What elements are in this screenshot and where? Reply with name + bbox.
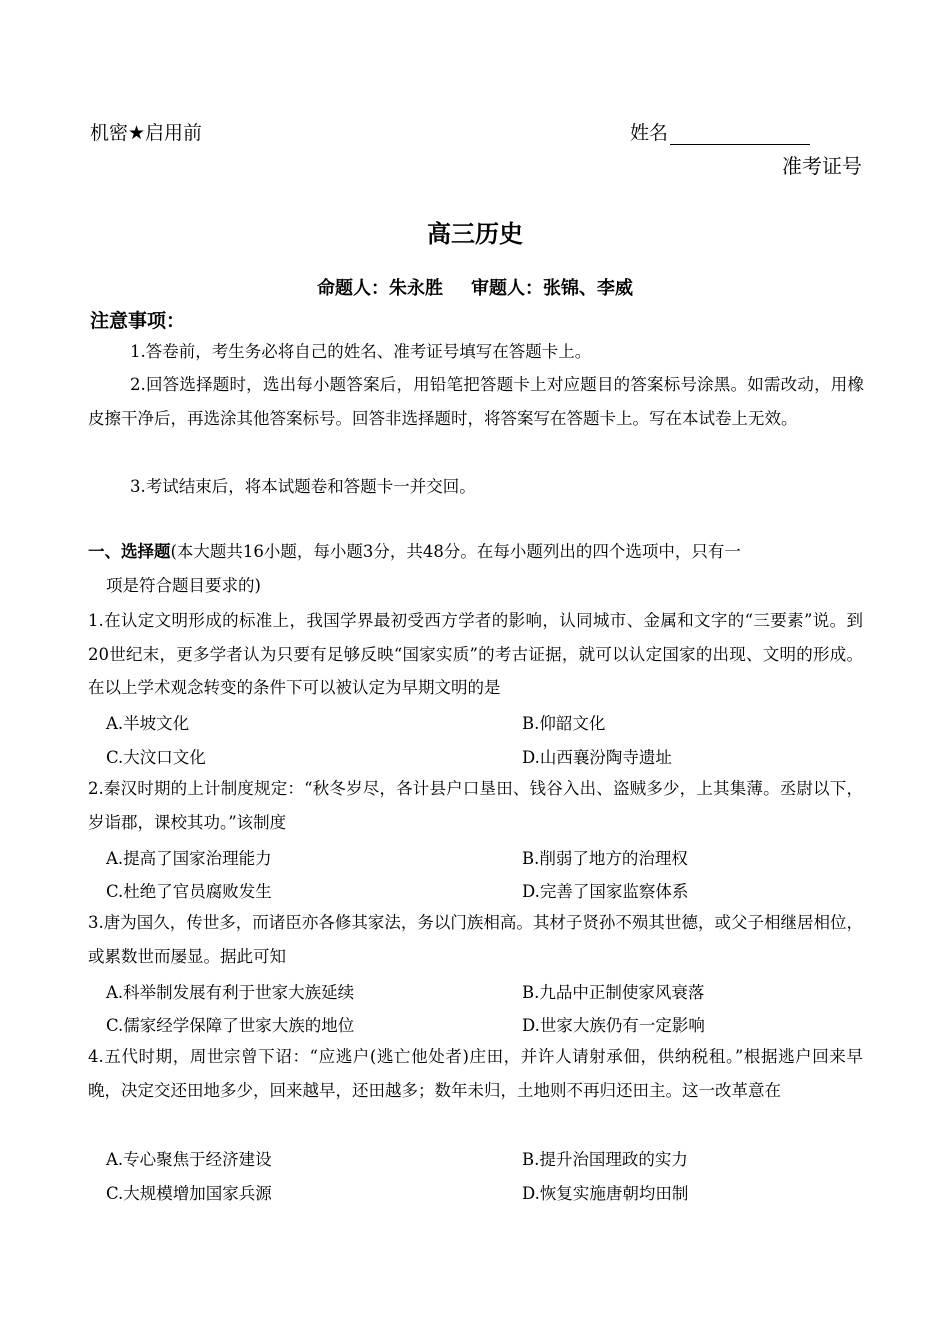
question-2-option-a: A.提高了国家治理能力 <box>106 849 272 868</box>
question-2-option-b: B.削弱了地方的治理权 <box>522 849 688 868</box>
question-1-option-d: D.山西襄汾陶寺遗址 <box>522 748 672 767</box>
question-3-stem: 3.唐为国久，传世多，而诸臣亦各修其家法，务以门族相高。其材子贤孙不殒其世德，或父子相继居相位，或累数世而屡显。据此可知 <box>88 913 863 966</box>
page-title: 高三历史 <box>427 220 523 248</box>
notice-heading: 注意事项： <box>90 310 186 332</box>
name-label: 姓名 <box>630 122 669 144</box>
notice-item-2: 2.回答选择题时，选出每小题答案后，用铅笔把答题卡上对应题目的答案标号涂黑。如需改动，用橡皮擦干净后，再选涂其他答案标号。回答非选择题时，将答案写在答题卡上。写在本试卷上无效。 <box>88 375 864 428</box>
question-1-option-a: A.半坡文化 <box>106 714 190 733</box>
question-3-option-a: A.科举制发展有利于世家大族延续 <box>106 983 355 1002</box>
question-3-option-c: C.儒家经学保障了世家大族的地位 <box>106 1016 355 1035</box>
confidential-label: 机密★启用前 <box>90 122 203 144</box>
question-2-stem: 2.秦汉时期的上计制度规定：“秋冬岁尽，各计县户口垦田、钱谷入出、盗贼多少，上其集薄。丞尉以下，岁诣郡，课校其功。”该制度 <box>88 779 863 832</box>
question-3-option-b: B.九品中正制使家风衰落 <box>522 983 705 1002</box>
question-2-option-d: D.完善了国家监察体系 <box>522 882 689 901</box>
exam-id-label: 准考证号 <box>782 154 862 178</box>
section-desc-2: 项是符合题目要求的) <box>106 576 261 595</box>
question-4-option-c: C.大规模增加国家兵源 <box>106 1184 272 1203</box>
question-4-option-a: A.专心聚焦于经济建设 <box>106 1150 272 1169</box>
section-title: 一、选择题 <box>88 542 171 561</box>
section-heading <box>88 535 863 569</box>
name-field <box>630 118 810 145</box>
proposer: 命题人：朱永胜 <box>317 278 443 299</box>
name-blank-line <box>670 126 810 145</box>
question-4-stem: 4.五代时期，周世宗曾下诏：“应逃户(逃亡他处者)庄田，并许人请射承佃，供纳税租。”根据逃户回来早晚，决定交还田地多少，回来越早，还田越多；数年未归，土地则不再归还田主。这一改革意在 <box>88 1047 863 1100</box>
authors-line <box>0 274 950 300</box>
reviewer: 审题人：张锦、李威 <box>471 278 633 299</box>
question-2-option-c: C.杜绝了官员腐败发生 <box>106 882 272 901</box>
question-3-option-d: D.世家大族仍有一定影响 <box>522 1016 705 1035</box>
question-1-option-c: C.大汶口文化 <box>106 748 206 767</box>
notice-item-1: 1.答卷前，考生务必将自己的姓名、准考证号填写在答题卡上。 <box>130 342 592 361</box>
question-1-stem: 1.在认定文明形成的标准上，我国学界最初受西方学者的影响，认同城市、金属和文字的“三要素”说。到20世纪末，更多学者认为只要有足够反映“国家实质”的考古证据，就可以认定国家的出现、文明的形成。在以上学术观念转变的条件下可以被认定为早期文明的是 <box>88 611 863 697</box>
question-4-option-b: B.提升治国理政的实力 <box>522 1150 688 1169</box>
section-desc-1: (本大题共16小题，每小题3分，共48分。在每小题列出的四个选项中，只有一 <box>170 542 741 561</box>
question-4-option-d: D.恢复实施唐朝均田制 <box>522 1184 689 1203</box>
question-1-option-b: B.仰韶文化 <box>522 714 606 733</box>
notice-item-3: 3.考试结束后，将本试题卷和答题卡一并交回。 <box>130 477 476 496</box>
